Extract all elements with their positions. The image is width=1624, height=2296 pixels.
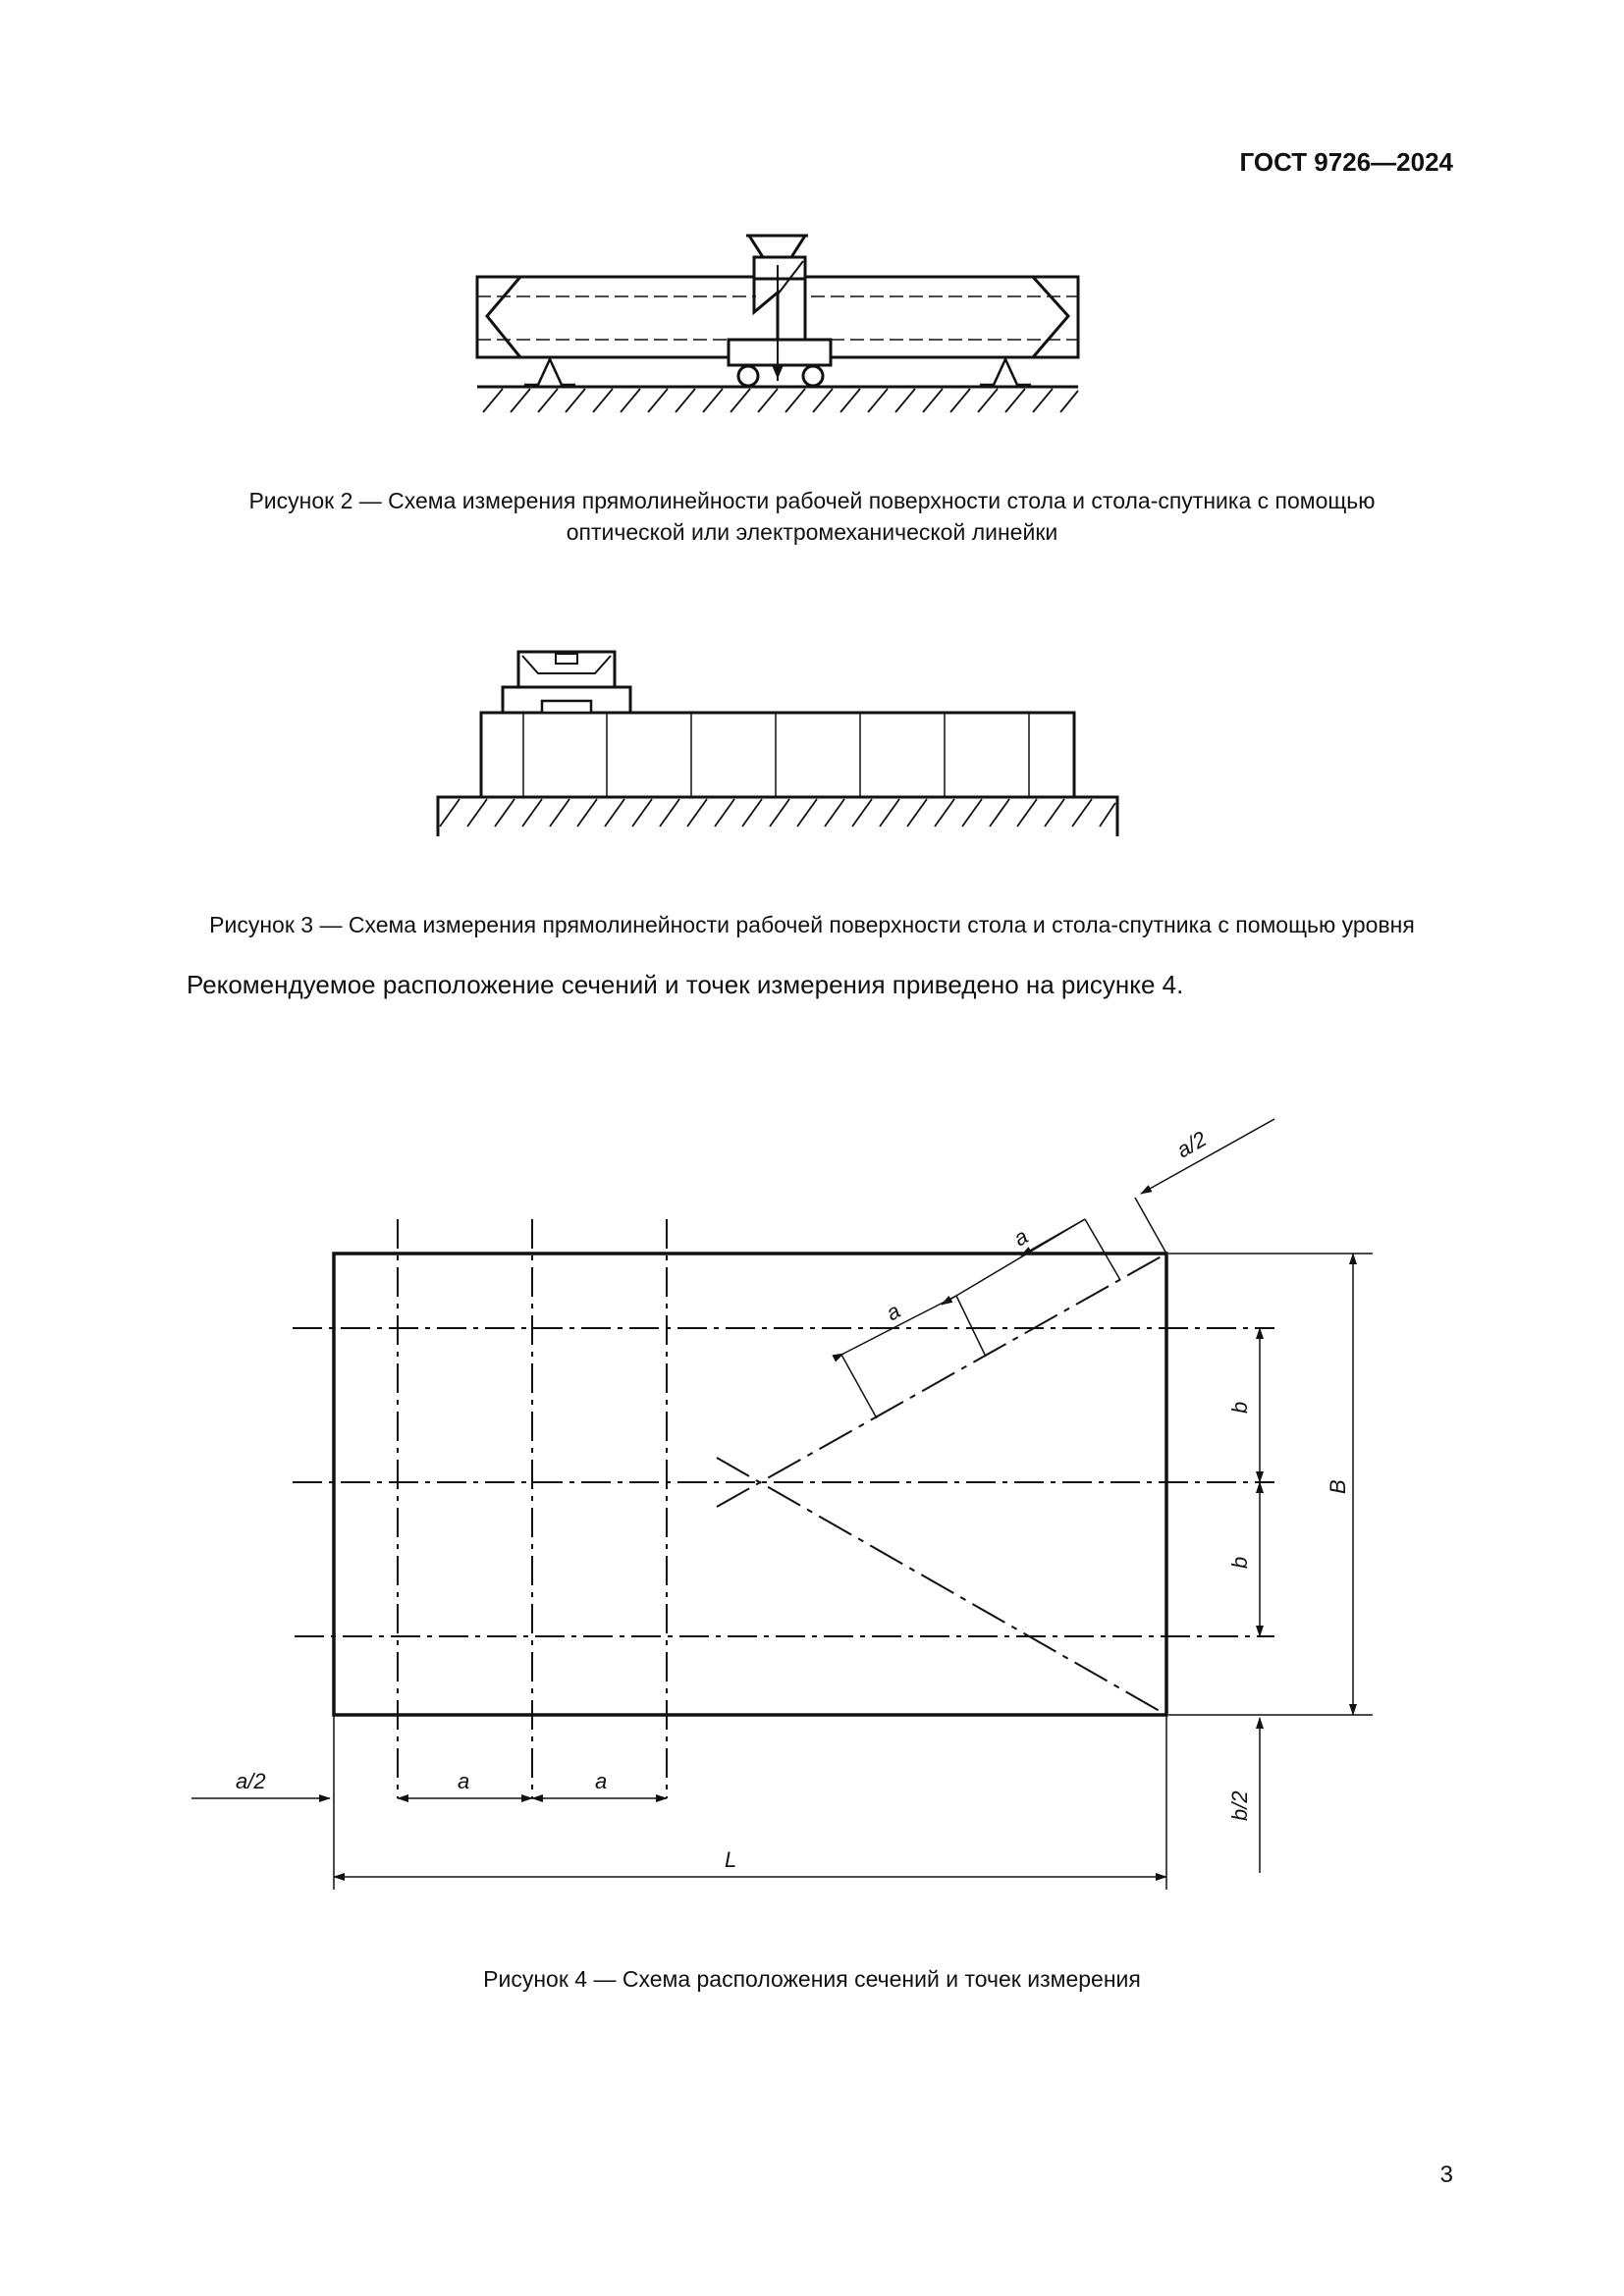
fig4-diagonal-upper — [717, 1254, 1166, 1507]
fig4-label-b-lower: b — [1227, 1556, 1252, 1569]
figure-2-caption-line-2: оптической или электромеханической линейки — [566, 519, 1058, 545]
fig4-label-a-diag-upper: a — [1009, 1223, 1033, 1252]
fig4-diagonal-lower — [717, 1458, 1166, 1715]
page-number: 3 — [1439, 2162, 1453, 2188]
standard-number: ГОСТ 9726—2024 — [1239, 147, 1453, 177]
fig4-label-a-half-diag: a/2 — [1172, 1126, 1211, 1163]
fig4-table-outline — [334, 1254, 1166, 1715]
fig4-label-a-half-bottom: a/2 — [236, 1769, 266, 1793]
fig4-label-L: L — [725, 1847, 737, 1872]
fig4-label-b-half: b/2 — [1227, 1790, 1252, 1821]
fig4-label-B: B — [1326, 1479, 1350, 1494]
body-paragraph: Рекомендуемое расположение сечений и точек измерения приведено на рисунке 4. — [187, 970, 1184, 999]
fig4-label-a-diag-lower: a — [882, 1298, 905, 1326]
fig4-label-b-upper: b — [1227, 1401, 1252, 1414]
fig4-dim-diag-a-lower — [841, 1354, 843, 1355]
fig4-label-a-bottom-1: a — [458, 1769, 470, 1793]
figure-3-caption: Рисунок 3 — Схема измерения прямолинейности рабочей поверхности стола и стола-спутника с помощью уровня — [209, 912, 1415, 937]
fig4-label-a-bottom-2: a — [595, 1769, 608, 1793]
figure-4-caption: Рисунок 4 — Схема расположения сечений и точек измерения — [483, 1966, 1141, 1992]
figure-2-caption-line-1: Рисунок 2 — Схема измерения прямолинейности рабочей поверхности стола и стола-спутника с помощью — [248, 488, 1376, 513]
fig4-dim-diag-a-half — [1141, 1119, 1274, 1194]
